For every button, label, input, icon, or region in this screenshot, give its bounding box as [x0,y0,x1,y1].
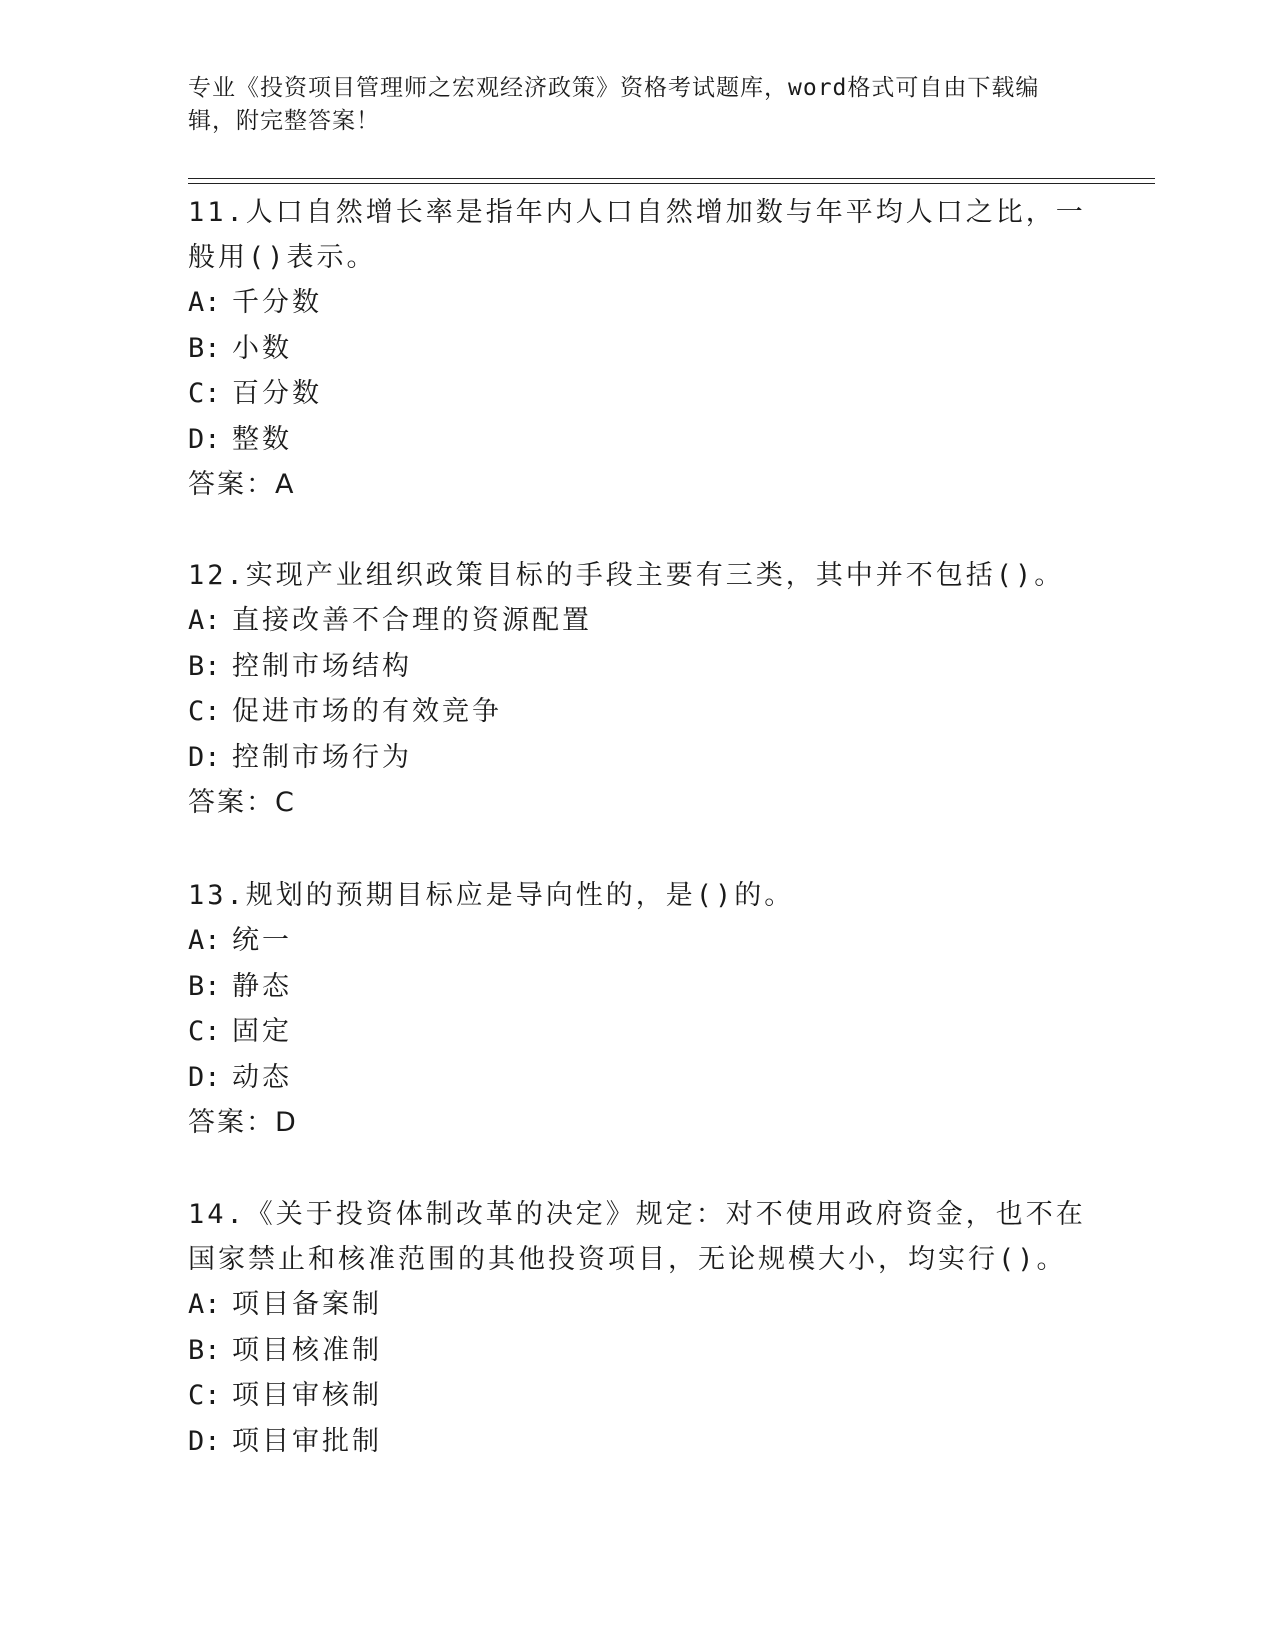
option-text: 控制市场行为 [232,741,412,773]
option-text: 整数 [232,423,292,455]
answer-line [188,780,1088,826]
option-d [188,1055,1088,1101]
option-c [188,1373,1088,1419]
option-text: 统一 [232,925,292,956]
answer-value: D [275,1107,298,1138]
option-key: A: [188,605,221,636]
answer-line [188,1100,1088,1146]
option-key: C: [188,1380,221,1411]
option-key: A: [188,1289,221,1320]
option-text: 项目核准制 [232,1334,382,1366]
option-text: 百分数 [232,378,322,409]
option-b [188,1328,1088,1374]
question-stem: 14.《关于投资体制改革的决定》规定：对不使用政府资金，也不在国家禁止和核准范围的其他投资项目，无论规模大小，均实行()。 [188,1199,1086,1275]
option-key: B: [188,970,221,1002]
option-key: B: [188,650,221,682]
question-11 [188,190,1088,508]
option-a [188,1282,1088,1328]
question-stem: 12.实现产业组织政策目标的手段主要有三类，其中并不包括()。 [188,560,1065,591]
option-text: 项目审核制 [232,1380,382,1411]
option-key: A: [188,287,221,318]
option-key: C: [188,378,221,409]
answer-line [188,462,1088,508]
option-key: C: [188,1016,221,1047]
header-divider-bottom [188,183,1155,184]
option-key: C: [188,696,221,727]
question-stem: 13.规划的预期目标应是导向性的，是()的。 [188,880,795,911]
option-text: 固定 [232,1016,292,1047]
option-text: 小数 [232,332,292,364]
answer-label: 答案： [188,787,275,818]
option-a [188,918,1088,964]
option-d [188,417,1088,463]
answer-value: A [275,469,296,500]
question-12 [188,553,1088,826]
option-text: 促进市场的有效竞争 [232,696,502,727]
answer-value: C [275,787,296,818]
option-text: 控制市场结构 [232,650,412,682]
document-intro: 专业《投资项目管理师之宏观经济政策》资格考试题库，word格式可自由下载编辑，附完整答案！ [188,75,1040,134]
option-key: D: [188,741,221,773]
option-text: 静态 [232,970,292,1002]
option-a [188,598,1088,644]
option-b [188,326,1088,372]
option-c [188,371,1088,417]
option-text: 千分数 [232,287,322,318]
option-b [188,644,1088,690]
answer-label: 答案： [188,469,275,500]
option-key: B: [188,1334,221,1366]
question-14 [188,1192,1088,1464]
option-d [188,735,1088,781]
option-key: B: [188,332,221,364]
option-text: 直接改善不合理的资源配置 [232,605,592,636]
question-stem: 11.人口自然增长率是指年内人口自然增加数与年平均人口之比，一般用()表示。 [188,197,1086,273]
option-key: A: [188,925,221,956]
option-text: 项目审批制 [232,1425,382,1457]
option-text: 动态 [232,1061,292,1093]
option-key: D: [188,423,221,455]
option-c [188,1009,1088,1055]
option-key: D: [188,1061,221,1093]
option-a [188,280,1088,326]
option-b [188,964,1088,1010]
option-d [188,1419,1088,1465]
question-13 [188,873,1088,1146]
answer-label: 答案： [188,1107,275,1138]
option-key: D: [188,1425,221,1457]
option-c [188,689,1088,735]
option-text: 项目备案制 [232,1289,382,1320]
header-divider-top [188,178,1155,179]
